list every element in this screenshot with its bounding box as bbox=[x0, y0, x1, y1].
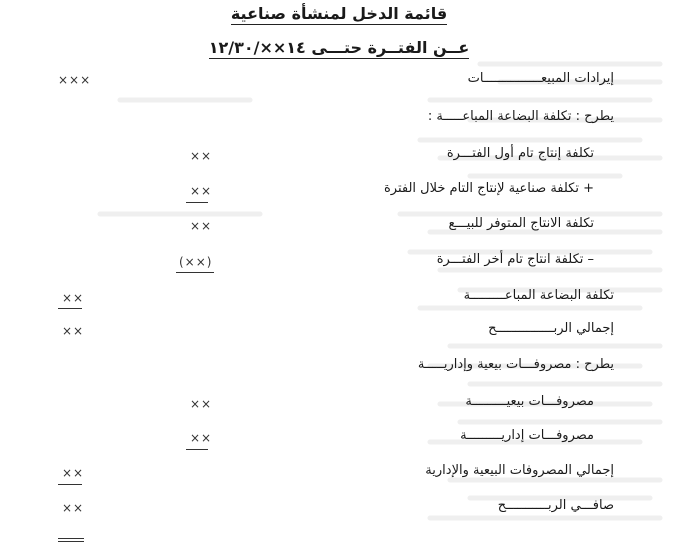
selling-expenses-amount: ×× bbox=[190, 397, 213, 411]
available-for-sale-amount: ×× bbox=[190, 219, 213, 233]
total-expenses-underline bbox=[58, 484, 82, 485]
net-profit-amount: ×× bbox=[62, 501, 85, 515]
production-cost-underline bbox=[186, 202, 208, 203]
net-profit-double-underline-top bbox=[58, 538, 84, 539]
opening-finished-goods-label: تكلفة إنتاج تام أول الفتـــرة bbox=[446, 146, 594, 161]
revenue-label: إيرادات المبيعـــــــــــــــات bbox=[467, 71, 614, 86]
revenue-amount: ××× bbox=[58, 73, 92, 87]
gross-profit-label: إجمالي الربـــــــــــــــح bbox=[488, 321, 614, 336]
selling-expenses-label: مصروفـــات بيعيـــــــــة bbox=[465, 394, 594, 409]
available-for-sale-label: تكلفة الانتاج المتوفر للبيـــع bbox=[448, 216, 594, 231]
cogs-heading: يطرح : تكلفة البضاعة المباعـــــة : bbox=[427, 109, 614, 124]
total-expenses-amount: ×× bbox=[62, 466, 85, 480]
closing-finished-goods-amount: (××) bbox=[179, 255, 213, 269]
statement-period: عــن الفتــرة حتـــى ١٤××/١٢/٣٠ bbox=[208, 38, 470, 57]
admin-expenses-label: مصروفـــات إداريـــــــــة bbox=[460, 428, 594, 443]
production-cost-amount: ×× bbox=[190, 184, 213, 198]
total-expenses-label: إجمالي المصروفات البيعية والإدارية bbox=[425, 463, 614, 478]
admin-expenses-amount: ×× bbox=[190, 431, 213, 445]
admin-expenses-underline bbox=[186, 449, 208, 450]
cogs-total-underline bbox=[58, 308, 82, 309]
production-cost-label: + تكلفة صناعية لإنتاج التام خلال الفترة bbox=[383, 181, 594, 196]
opening-finished-goods-amount: ×× bbox=[190, 149, 213, 163]
cogs-total-amount: ×× bbox=[62, 291, 85, 305]
cogs-total-label: تكلفة البضاعة المباعـــــــــة bbox=[463, 288, 614, 303]
expenses-heading: يطرح : مصروفـــات بيعية وإداريـــــة bbox=[417, 357, 614, 372]
closing-finished-goods-underline bbox=[176, 272, 214, 273]
net-profit-label: صافـــي الربـــــــــــح bbox=[497, 498, 614, 513]
closing-finished-goods-label: – تكلفة انتاج تام أخر الفتـــرة bbox=[436, 252, 594, 267]
net-profit-double-underline-bottom bbox=[58, 541, 84, 542]
gross-profit-amount: ×× bbox=[62, 324, 85, 338]
statement-title: قائمة الدخل لمنشأة صناعية bbox=[230, 4, 448, 23]
